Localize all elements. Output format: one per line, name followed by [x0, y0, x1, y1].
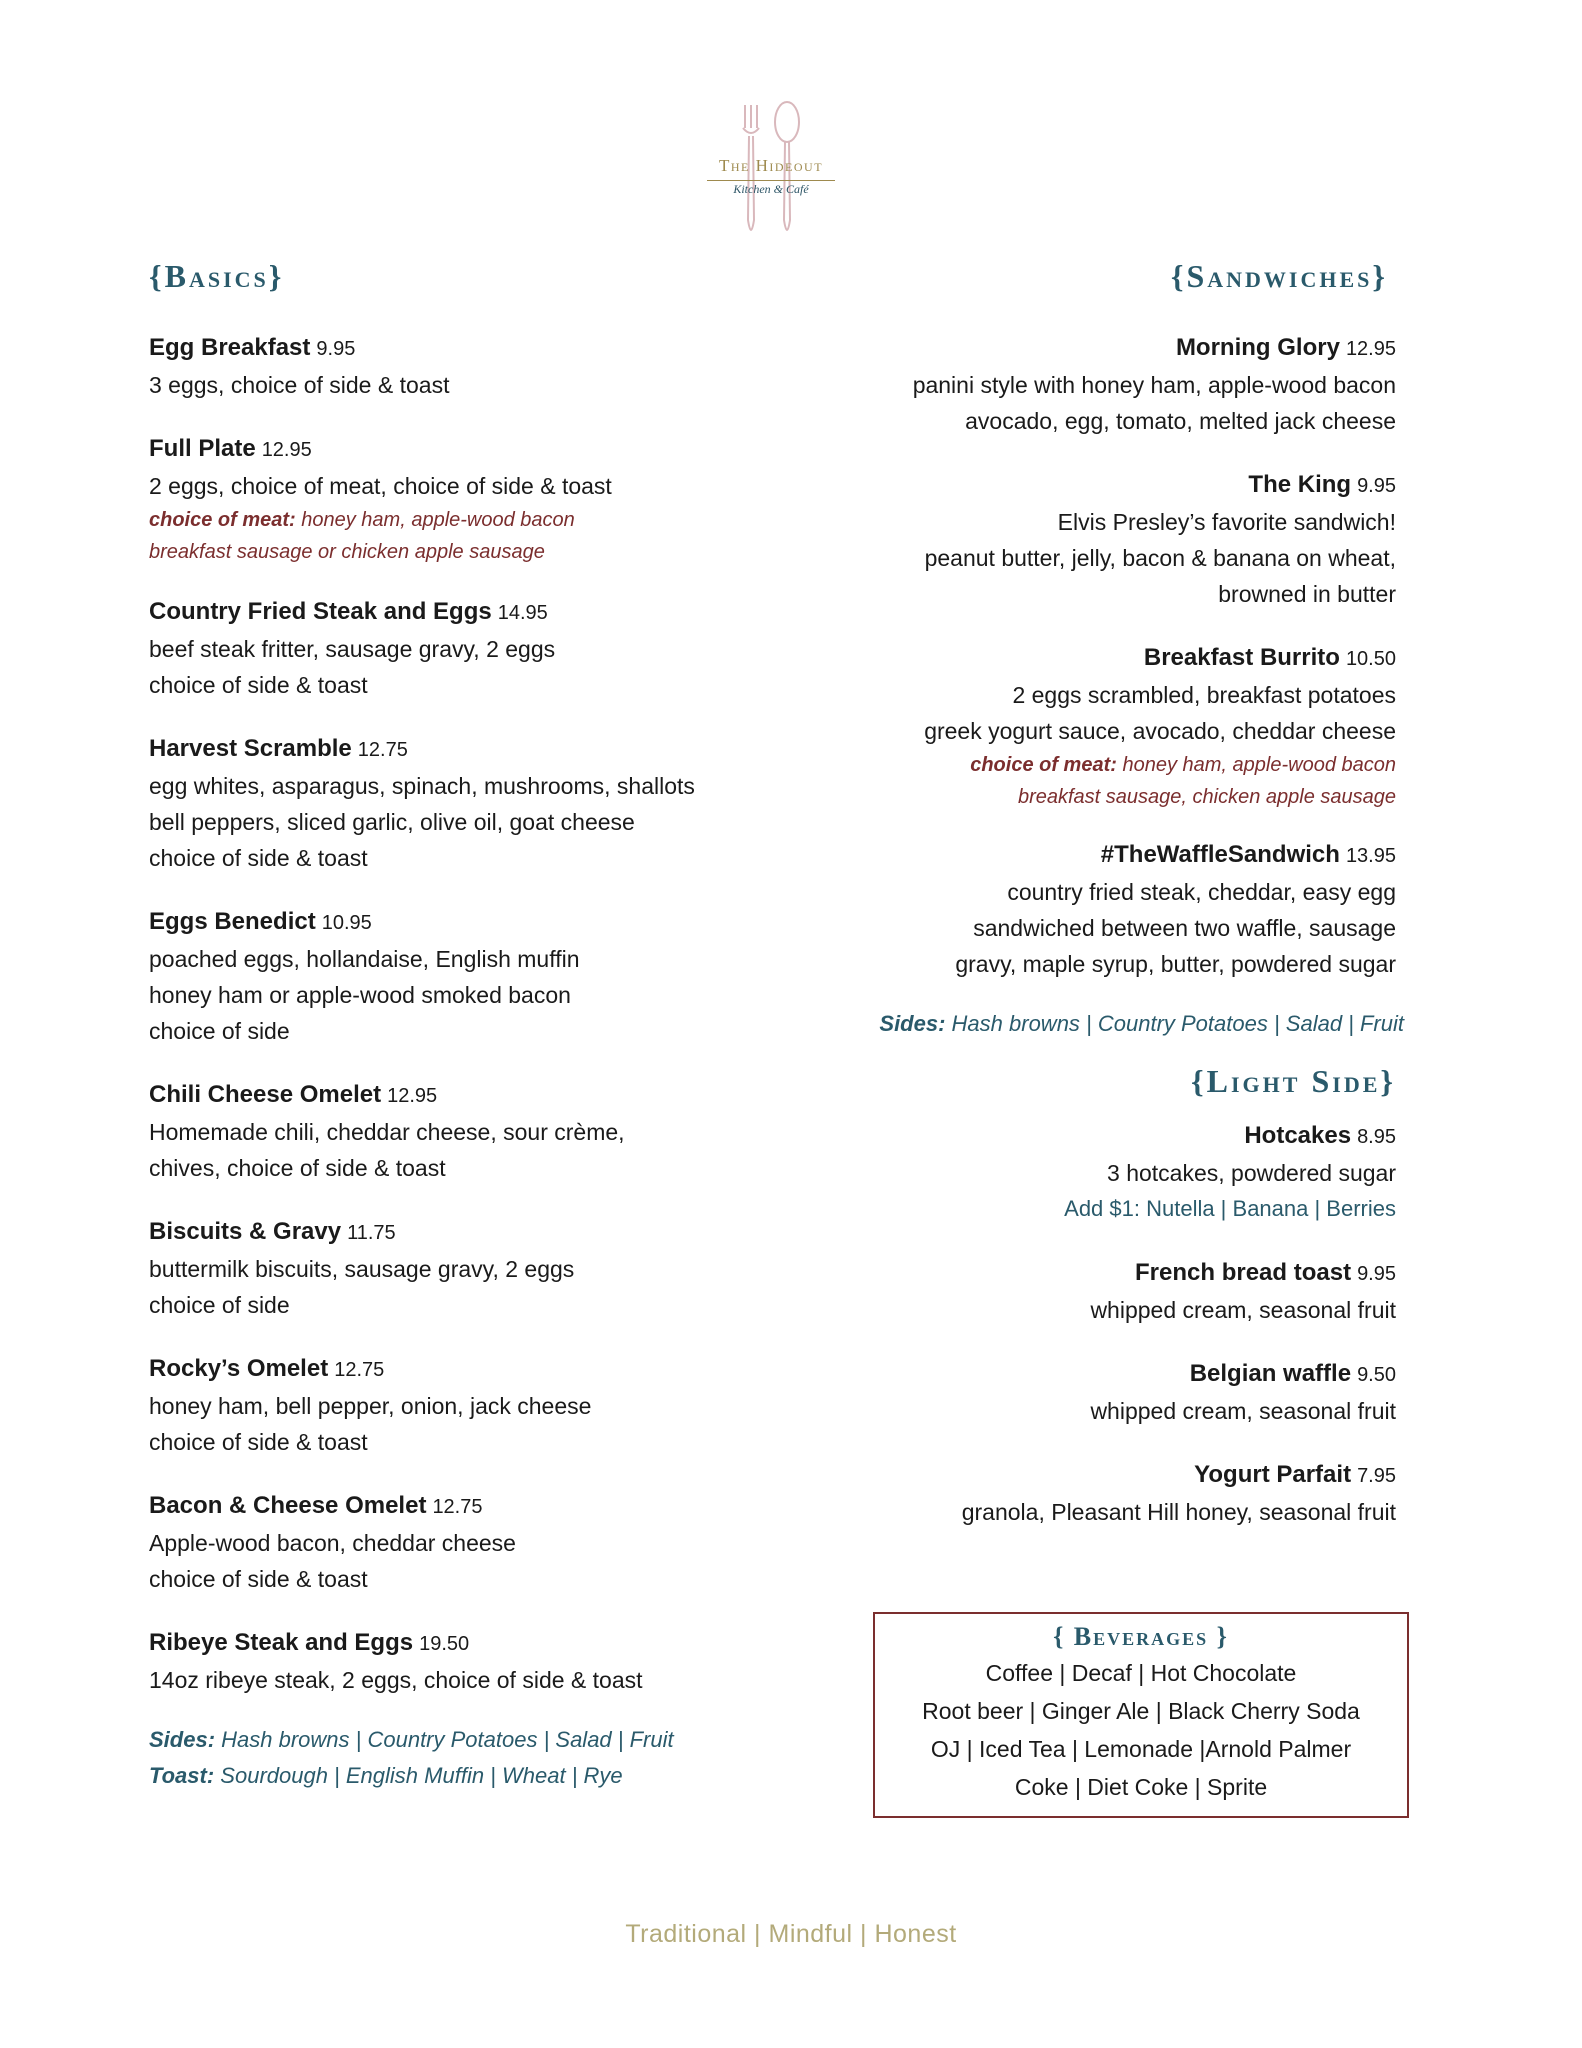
- item-name: #TheWaffleSandwich: [1100, 841, 1340, 868]
- item-price: 12.75: [334, 1359, 385, 1381]
- meat-options: choice of meat: honey ham, apple-wood bacon: [149, 509, 575, 531]
- meat-label: choice of meat:: [970, 754, 1117, 776]
- item-name: Harvest Scramble: [149, 735, 352, 762]
- item-price: 11.75: [347, 1222, 396, 1244]
- item-description: choice of side: [149, 1292, 290, 1318]
- item-name: French bread toast: [1135, 1259, 1352, 1286]
- beverage-line: Coffee | Decaf | Hot Chocolate: [985, 1660, 1297, 1686]
- meat-options: choice of meat: honey ham, apple-wood bacon: [970, 754, 1396, 776]
- item-description: Elvis Presley’s favorite sandwich!: [1057, 509, 1396, 535]
- item-price: 12.75: [357, 739, 408, 761]
- item-name: Biscuits & Gravy: [149, 1218, 342, 1245]
- footer-tagline: Traditional | Mindful | Honest: [625, 1920, 957, 1948]
- item-name: Yogurt Parfait: [1194, 1461, 1352, 1488]
- menu-item: [800, 1255, 1396, 1328]
- menu-item: [800, 837, 1396, 982]
- item-price: 9.95: [1357, 475, 1396, 497]
- item-description: 2 eggs scrambled, breakfast potatoes: [1012, 682, 1396, 708]
- menu-item: [149, 1625, 789, 1698]
- menu-item: [149, 1077, 789, 1186]
- menu-item: [149, 431, 789, 568]
- item-name: Bacon & Cheese Omelet: [149, 1492, 427, 1519]
- item-description: choice of side & toast: [149, 672, 368, 698]
- item-description: avocado, egg, tomato, melted jack cheese: [965, 408, 1396, 434]
- logo-divider: [707, 180, 835, 181]
- item-description: 2 eggs, choice of meat, choice of side & toast: [149, 473, 612, 499]
- item-description: panini style with honey ham, apple-wood bacon: [912, 372, 1396, 398]
- item-price: 9.95: [316, 338, 356, 360]
- menu-item: [800, 1356, 1396, 1429]
- item-description: honey ham or apple-wood smoked bacon: [149, 982, 571, 1008]
- sandwiches-column: [800, 330, 1404, 1530]
- item-description: greek yogurt sauce, avocado, cheddar cheese: [924, 718, 1396, 744]
- meat-options: breakfast sausage, chicken apple sausage: [1017, 786, 1396, 808]
- item-price: 14.95: [497, 602, 548, 624]
- item-description: granola, Pleasant Hill honey, seasonal fruit: [961, 1499, 1396, 1525]
- logo-title: The Hideout: [718, 156, 824, 175]
- item-description: sandwiched between two waffle, sausage: [973, 915, 1396, 941]
- menu-item: [800, 1118, 1396, 1227]
- sides-label: Sides:: [149, 1727, 216, 1752]
- addon-options: Add $1: Nutella | Banana | Berries: [1064, 1196, 1396, 1221]
- item-price: 8.95: [1357, 1126, 1396, 1148]
- item-name: Eggs Benedict: [149, 908, 316, 935]
- menu-item: [800, 330, 1396, 439]
- item-description: whipped cream, seasonal fruit: [1090, 1398, 1396, 1424]
- logo-subtitle: Kitchen & Café: [733, 182, 809, 196]
- item-price: 9.50: [1357, 1364, 1396, 1386]
- basics-column: [149, 330, 789, 1794]
- item-name: Rocky’s Omelet: [149, 1355, 329, 1382]
- item-price: 12.95: [261, 439, 312, 461]
- item-description: egg whites, asparagus, spinach, mushrooms, shallots: [149, 773, 695, 799]
- item-description: Homemade chili, cheddar cheese, sour crème,: [149, 1119, 625, 1145]
- menu-item: [149, 1351, 789, 1460]
- item-description: whipped cream, seasonal fruit: [1090, 1297, 1396, 1323]
- item-description: 14oz ribeye steak, 2 eggs, choice of side & toast: [149, 1667, 643, 1693]
- menu-item: [800, 640, 1396, 813]
- beverages-box: [873, 1612, 1409, 1818]
- beverage-line: OJ | Iced Tea | Lemonade |Arnold Palmer: [930, 1736, 1352, 1762]
- sides-line: Sides: Hash browns | Country Potatoes | Salad | Fruit: [879, 1011, 1404, 1036]
- item-price: 19.50: [419, 1633, 470, 1655]
- item-description: buttermilk biscuits, sausage gravy, 2 eggs: [149, 1256, 575, 1282]
- menu-item: [800, 467, 1396, 612]
- menu-item: [800, 1457, 1396, 1530]
- item-name: Egg Breakfast: [149, 334, 311, 361]
- sandwiches-heading: {Sandwiches}: [1170, 258, 1388, 294]
- beverage-line: Coke | Diet Coke | Sprite: [1014, 1774, 1268, 1800]
- item-description: 3 eggs, choice of side & toast: [149, 372, 450, 398]
- item-description: peanut butter, jelly, bacon & banana on wheat,: [924, 545, 1396, 571]
- toast-line: Toast: Sourdough | English Muffin | Wheat | Rye: [149, 1763, 623, 1788]
- item-price: 12.95: [387, 1085, 438, 1107]
- item-description: honey ham, bell pepper, onion, jack cheese: [149, 1393, 592, 1419]
- logo: [671, 100, 871, 250]
- meat-label: choice of meat:: [149, 509, 296, 531]
- menu-item: [149, 594, 789, 703]
- item-description: choice of side & toast: [149, 845, 368, 871]
- menu-item: [149, 1488, 789, 1597]
- item-description: choice of side: [149, 1018, 290, 1044]
- item-price: 10.50: [1345, 648, 1396, 670]
- item-description: gravy, maple syrup, butter, powdered sugar: [955, 951, 1396, 977]
- menu-item: [149, 330, 789, 403]
- item-price: 9.95: [1357, 1263, 1396, 1285]
- item-name: The King: [1248, 471, 1352, 498]
- menu-item: [149, 1214, 789, 1323]
- item-description: bell peppers, sliced garlic, olive oil, goat cheese: [149, 809, 635, 835]
- toast-label: Toast:: [149, 1763, 215, 1788]
- light-side-heading: {Light Side}: [1191, 1063, 1396, 1099]
- item-name: Ribeye Steak and Eggs: [149, 1629, 414, 1656]
- item-name: Hotcakes: [1244, 1122, 1352, 1149]
- item-description: poached eggs, hollandaise, English muffin: [149, 946, 580, 972]
- item-name: Chili Cheese Omelet: [149, 1081, 382, 1108]
- menu-item: [149, 731, 789, 876]
- meat-options: breakfast sausage or chicken apple sausage: [149, 541, 545, 563]
- item-name: Country Fried Steak and Eggs: [149, 598, 492, 625]
- beverages-heading: { Beverages }: [1053, 1622, 1229, 1651]
- item-description: chives, choice of side & toast: [149, 1155, 446, 1181]
- item-name: Breakfast Burrito: [1143, 644, 1340, 671]
- item-name: Full Plate: [149, 435, 256, 462]
- sides-line: Sides: Hash browns | Country Potatoes | Salad | Fruit: [149, 1727, 674, 1752]
- item-description: country fried steak, cheddar, easy egg: [1007, 879, 1396, 905]
- item-name: Belgian waffle: [1189, 1360, 1352, 1387]
- item-price: 12.75: [432, 1496, 483, 1518]
- item-description: beef steak fritter, sausage gravy, 2 eggs: [149, 636, 556, 662]
- item-name: Morning Glory: [1175, 334, 1340, 361]
- beverage-line: Root beer | Ginger Ale | Black Cherry Soda: [922, 1698, 1360, 1724]
- item-price: 13.95: [1345, 845, 1396, 867]
- menu-item: [149, 904, 789, 1049]
- item-description: choice of side & toast: [149, 1429, 368, 1455]
- item-price: 10.95: [321, 912, 372, 934]
- item-description: browned in butter: [1218, 581, 1396, 607]
- item-price: 12.95: [1345, 338, 1396, 360]
- sides-label: Sides:: [879, 1011, 946, 1036]
- item-price: 7.95: [1357, 1465, 1396, 1487]
- item-description: choice of side & toast: [149, 1566, 368, 1592]
- item-description: 3 hotcakes, powdered sugar: [1107, 1160, 1396, 1186]
- basics-heading: {Basics}: [149, 258, 285, 294]
- item-description: Apple-wood bacon, cheddar cheese: [149, 1530, 516, 1556]
